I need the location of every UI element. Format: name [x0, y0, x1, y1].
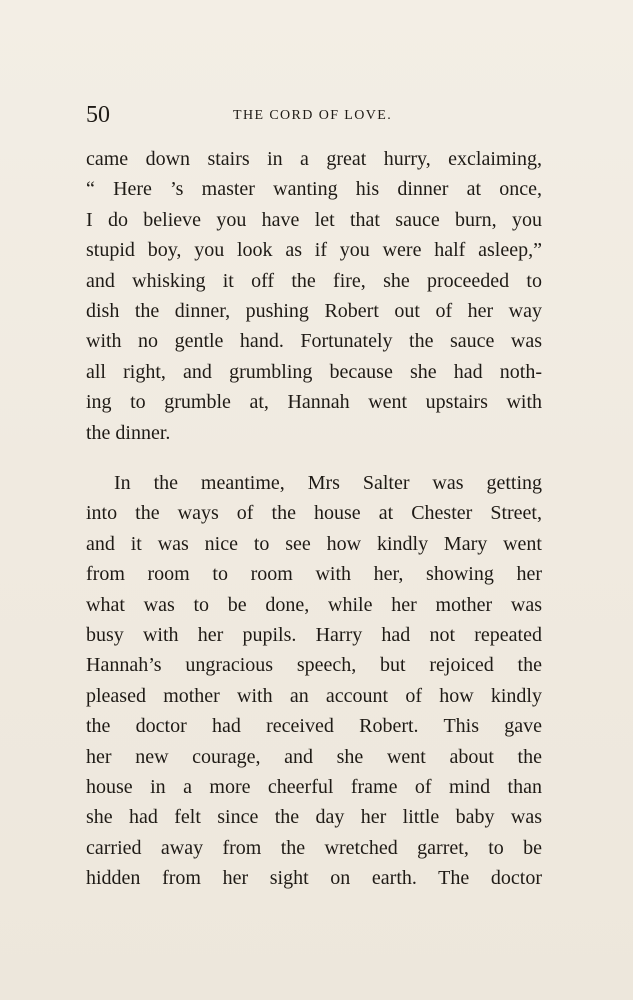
text-line: I do believe you have let that sauce burn, you: [86, 208, 542, 231]
text-line: with no gentle hand. Fortunately the sauce was: [86, 330, 542, 353]
text-line: carried away from the wretched garret, to be: [86, 836, 542, 859]
page-header: [86, 100, 541, 130]
text-line: all right, and grumbling because she had noth-: [86, 360, 542, 383]
text-line: from room to room with her, showing her: [86, 563, 542, 586]
text-line: her new courage, and she went about the: [86, 745, 542, 768]
text-line: and whisking it off the fire, she proceeded to: [86, 269, 542, 292]
text-line: ing to grumble at, Hannah went upstairs with: [86, 391, 542, 414]
text-line: the dinner.: [86, 421, 171, 444]
text-line: “ Here ’s master wanting his dinner at once,: [86, 178, 542, 201]
text-line: house in a more cheerful frame of mind than: [86, 776, 542, 798]
running-title: THE CORD OF LOVE.: [233, 108, 393, 123]
text-line: hidden from her sight on earth. The doctor: [86, 867, 542, 890]
text-line: Hannah’s ungracious speech, but rejoiced the: [86, 654, 542, 677]
text-line: came down stairs in a great hurry, exclaiming,: [86, 148, 542, 170]
text-line: and it was nice to see how kindly Mary went: [86, 532, 542, 555]
text-line: what was to be done, while her mother was: [86, 593, 542, 616]
page-number: 50: [86, 102, 110, 128]
text-line: the doctor had received Robert. This gave: [86, 715, 542, 738]
text-line: she had felt since the day her little baby was: [86, 806, 542, 829]
text-line: into the ways of the house at Chester Street,: [86, 502, 542, 525]
text-line: busy with her pupils. Harry had not repeated: [86, 624, 542, 646]
text-line: stupid boy, you look as if you were half asleep,”: [86, 239, 542, 262]
text-line: pleased mother with an account of how kindly: [86, 684, 542, 707]
text-line: dish the dinner, pushing Robert out of her way: [86, 300, 542, 322]
text-line: In the meantime, Mrs Salter was getting: [114, 472, 542, 494]
